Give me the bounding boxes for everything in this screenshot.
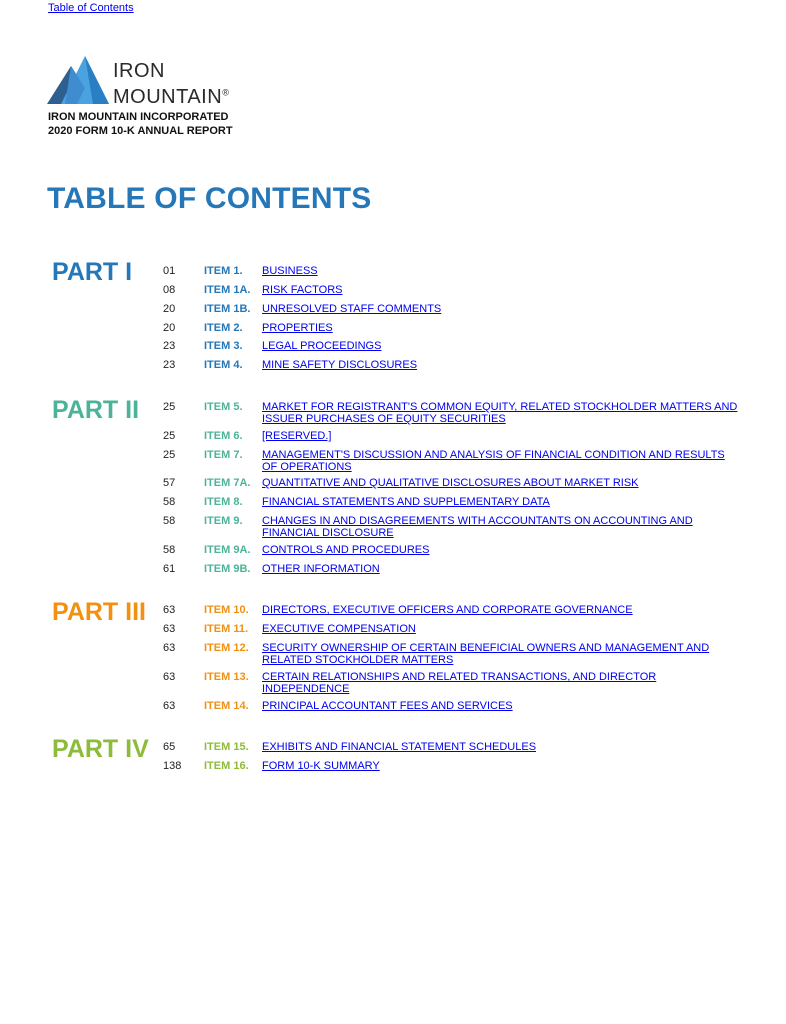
toc-item-number: ITEM 5. [204, 401, 243, 413]
toc-item-number: ITEM 7A. [204, 477, 251, 489]
part-3-label: PART III [52, 598, 146, 626]
toc-item-link[interactable]: SECURITY OWNERSHIP OF CERTAIN BENEFICIAL OWNERS AND MANAGEMENT AND RELATED STOCKHOLDER MATTERS [262, 642, 710, 666]
toc-item-link[interactable]: BUSINESS [262, 265, 318, 277]
report-name: 2020 FORM 10-K ANNUAL REPORT [48, 125, 233, 137]
toc-page-number: 23 [163, 340, 176, 352]
toc-page-number: 20 [163, 303, 176, 315]
logo-word-mountain: MOUNTAIN® [113, 86, 230, 108]
toc-item-link[interactable]: CHANGES IN AND DISAGREEMENTS WITH ACCOUNTANTS ON ACCOUNTING AND FINANCIAL DISCLOSURE [262, 515, 693, 539]
toc-item-number: ITEM 1. [204, 265, 243, 277]
toc-item-link[interactable]: FORM 10-K SUMMARY [262, 760, 380, 772]
toc-page-number: 58 [163, 544, 176, 556]
toc-item-number: ITEM 9B. [204, 563, 251, 575]
toc-page-number: 01 [163, 265, 176, 277]
toc-item-number: ITEM 7. [204, 449, 243, 461]
toc-page-number: 61 [163, 563, 176, 575]
logo-word-iron: IRON [113, 60, 165, 82]
toc-item-number: ITEM 14. [204, 700, 249, 712]
toc-page-number: 25 [163, 401, 176, 413]
toc-item-number: ITEM 15. [204, 741, 249, 753]
part-4-label: PART IV [52, 735, 149, 763]
toc-item-number: ITEM 8. [204, 496, 243, 508]
table-of-contents-link[interactable]: Table of Contents [48, 2, 134, 14]
toc-item-link[interactable]: UNRESOLVED STAFF COMMENTS [262, 303, 442, 315]
part-1-label: PART I [52, 258, 133, 286]
toc-page-number: 08 [163, 284, 176, 296]
toc-item-link[interactable]: FINANCIAL STATEMENTS AND SUPPLEMENTARY DATA [262, 496, 550, 508]
toc-item-link[interactable]: LEGAL PROCEEDINGS [262, 340, 382, 352]
mountain-icon [47, 56, 111, 106]
toc-item-link[interactable]: EXECUTIVE COMPENSATION [262, 623, 416, 635]
toc-item-link[interactable]: DIRECTORS, EXECUTIVE OFFICERS AND CORPORATE GOVERNANCE [262, 604, 633, 616]
toc-item-link[interactable]: PROPERTIES [262, 322, 333, 334]
toc-item-number: ITEM 10. [204, 604, 249, 616]
toc-page-number: 20 [163, 322, 176, 334]
toc-item-number: ITEM 13. [204, 671, 249, 683]
toc-item-link[interactable]: CERTAIN RELATIONSHIPS AND RELATED TRANSACTIONS, AND DIRECTOR INDEPENDENCE [262, 671, 657, 695]
toc-item-link[interactable]: RISK FACTORS [262, 284, 343, 296]
toc-item-number: ITEM 9A. [204, 544, 251, 556]
toc-item-number: ITEM 9. [204, 515, 243, 527]
toc-item-number: ITEM 6. [204, 430, 243, 442]
toc-item-number: ITEM 4. [204, 359, 243, 371]
toc-page-number: 138 [163, 760, 182, 772]
toc-page-number: 63 [163, 671, 176, 683]
toc-page-number: 63 [163, 700, 176, 712]
toc-page-number: 25 [163, 449, 176, 461]
toc-item-number: ITEM 1A. [204, 284, 251, 296]
toc-page-number: 25 [163, 430, 176, 442]
company-heading [48, 110, 233, 138]
toc-item-link[interactable]: OTHER INFORMATION [262, 563, 380, 575]
iron-mountain-logo [47, 56, 247, 108]
toc-item-link[interactable]: [RESERVED.] [262, 430, 332, 442]
toc-page-number: 23 [163, 359, 176, 371]
toc-item-link[interactable]: MARKET FOR REGISTRANT'S COMMON EQUITY, RELATED STOCKHOLDER MATTERS AND ISSUER PURCHASES OF EQUITY SECURITIES [262, 401, 738, 425]
company-name: IRON MOUNTAIN INCORPORATED [48, 111, 229, 123]
toc-page-number: 58 [163, 515, 176, 527]
toc-item-link[interactable]: MINE SAFETY DISCLOSURES [262, 359, 418, 371]
toc-item-link[interactable]: QUANTITATIVE AND QUALITATIVE DISCLOSURES ABOUT MARKET RISK [262, 477, 639, 489]
toc-item-number: ITEM 2. [204, 322, 243, 334]
toc-item-link[interactable]: MANAGEMENT'S DISCUSSION AND ANALYSIS OF FINANCIAL CONDITION AND RESULTS OF OPERATIONS [262, 449, 725, 473]
toc-page-number: 63 [163, 604, 176, 616]
toc-item-link[interactable]: PRINCIPAL ACCOUNTANT FEES AND SERVICES [262, 700, 513, 712]
toc-item-number: ITEM 12. [204, 642, 249, 654]
toc-item-number: ITEM 1B. [204, 303, 251, 315]
toc-item-number: ITEM 16. [204, 760, 249, 772]
part-2-label: PART II [52, 396, 140, 424]
page-title: TABLE OF CONTENTS [47, 182, 372, 215]
toc-item-link[interactable]: EXHIBITS AND FINANCIAL STATEMENT SCHEDULES [262, 741, 537, 753]
toc-page-number: 65 [163, 741, 176, 753]
toc-item-number: ITEM 3. [204, 340, 243, 352]
toc-item-number: ITEM 11. [204, 623, 249, 635]
toc-page-number: 63 [163, 642, 176, 654]
toc-item-link[interactable]: CONTROLS AND PROCEDURES [262, 544, 430, 556]
toc-page-number: 58 [163, 496, 176, 508]
toc-page-number: 63 [163, 623, 176, 635]
toc-page-number: 57 [163, 477, 176, 489]
registered-mark: ® [222, 87, 230, 98]
